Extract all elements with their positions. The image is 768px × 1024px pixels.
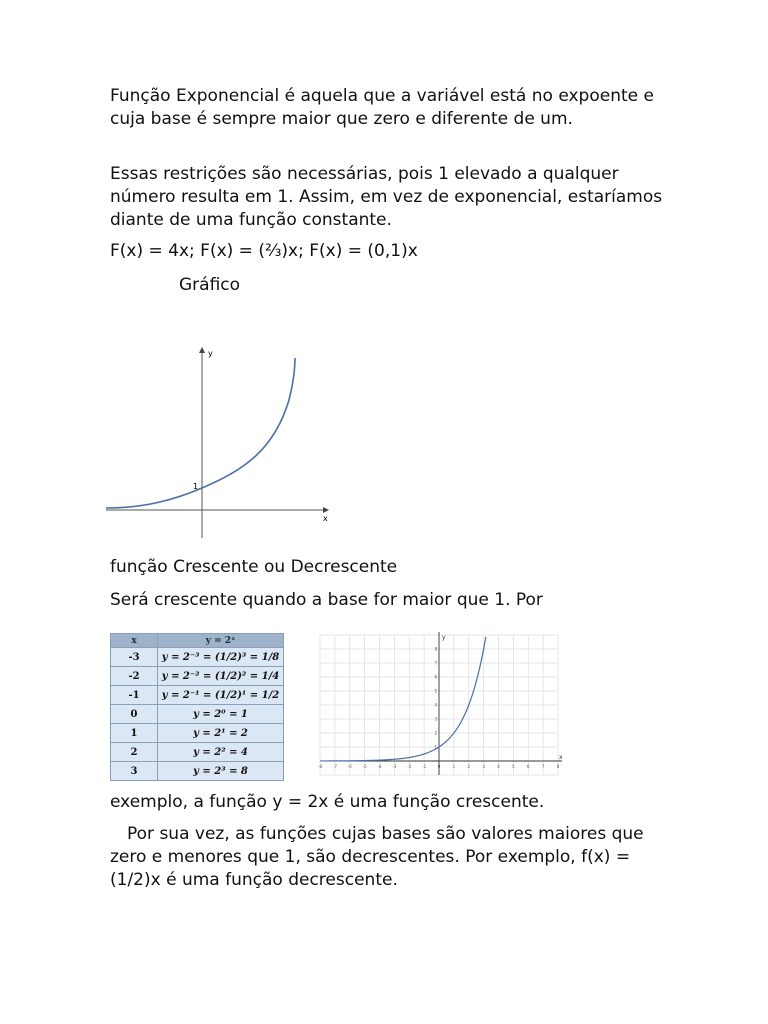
x-tick-label: -6	[347, 764, 352, 769]
table-row	[111, 705, 284, 724]
x-axis-label: x	[559, 754, 563, 761]
x-tick-label: 6	[526, 764, 530, 769]
x-tick-label: -5	[362, 764, 367, 769]
exponential-graph	[104, 340, 340, 540]
x-tick-label: 4	[497, 764, 500, 769]
y-tick-label: 5	[434, 688, 437, 694]
exponential-grid-chart	[315, 630, 565, 780]
x-tick-label: -7	[332, 764, 337, 769]
table-cell-x: 3	[111, 762, 158, 781]
graph1-x-label: x	[323, 514, 328, 523]
x-tick-label: -3	[392, 764, 397, 769]
paragraph-definition: Função Exponencial é aquela que a variável está no expoente e cuja base é sempre maior que zero e diferente de um.	[110, 86, 654, 129]
table-cell-y: y = 2¹ = 2	[158, 724, 284, 743]
table-row	[111, 667, 284, 686]
table-cell-y: y = 2⁻² = (1/2)² = 1/4	[158, 667, 284, 686]
table-header-y: y = 2ˣ	[158, 634, 284, 648]
table-row	[111, 724, 284, 743]
x-tick-label: 3	[482, 764, 485, 769]
paragraph-example-crescente: exemplo, a função y = 2x é uma função crescente.	[110, 792, 545, 812]
table-cell-x: 2	[111, 743, 158, 762]
x-tick-label: -1	[422, 764, 427, 769]
y-tick-label: 6	[434, 674, 437, 680]
x-tick-label: 7	[541, 764, 545, 769]
table-cell-y: y = 2³ = 8	[158, 762, 284, 781]
table-cell-y: y = 2⁻³ = (1/2)³ = 1/8	[158, 648, 284, 667]
x-tick-label: -2	[407, 764, 412, 769]
graph1-y-label: y	[208, 349, 213, 358]
y-tick-label: 1	[434, 744, 437, 750]
x-tick-label: 8	[556, 764, 560, 769]
paragraph-examples: F(x) = 4x; F(x) = (⅔)x; F(x) = (0,1)x	[110, 241, 418, 261]
x-tick-label: 2	[467, 764, 471, 769]
table-row	[111, 648, 284, 667]
paragraph-decrescente: Por sua vez, as funções cujas bases são valores maiores que zero e menores que 1, são decrescentes. Por exemplo, f(x) = (1/2)x é uma função decrescente.	[110, 824, 644, 890]
table-cell-y: y = 2⁻¹ = (1/2)¹ = 1/2	[158, 686, 284, 705]
table-cell-y: y = 2⁰ = 1	[158, 705, 284, 724]
table-cell-x: 1	[111, 724, 158, 743]
table-cell-x: -2	[111, 667, 158, 686]
graph-heading: Gráfico	[179, 275, 241, 295]
section-heading: função Crescente ou Decrescente	[110, 557, 398, 577]
paragraph-crescente: Será crescente quando a base for maior que 1. Por	[110, 590, 543, 610]
paragraph-restrictions: Essas restrições são necessárias, pois 1 elevado a qualquer número resulta em 1. Assim, em vez de exponencial, estaríamos diante de uma função constante.	[110, 164, 663, 230]
y-tick-label: 8	[434, 646, 437, 652]
x-tick-label: 5	[512, 764, 515, 769]
x-tick-label: -4	[377, 764, 382, 769]
y-tick-label: 2	[434, 730, 437, 736]
graph1-intercept-label: 1	[193, 482, 199, 491]
y-tick-label: 3	[434, 716, 437, 722]
table-cell-x: -3	[111, 648, 158, 667]
x-tick-label: 1	[452, 764, 456, 769]
table-header-x: x	[111, 634, 158, 648]
table-row	[111, 762, 284, 781]
table-cell-x: 0	[111, 705, 158, 724]
table-cell-x: -1	[111, 686, 158, 705]
table-cell-y: y = 2² = 4	[158, 743, 284, 762]
y-tick-label: 7	[434, 660, 437, 666]
y-tick-label: 4	[434, 702, 437, 708]
table-row	[111, 743, 284, 762]
y-axis-label: y	[442, 634, 446, 641]
values-table	[110, 633, 284, 781]
x-tick-label: 0	[437, 764, 441, 769]
curve	[106, 358, 295, 508]
x-tick-label: -8	[318, 764, 322, 769]
table-row	[111, 686, 284, 705]
